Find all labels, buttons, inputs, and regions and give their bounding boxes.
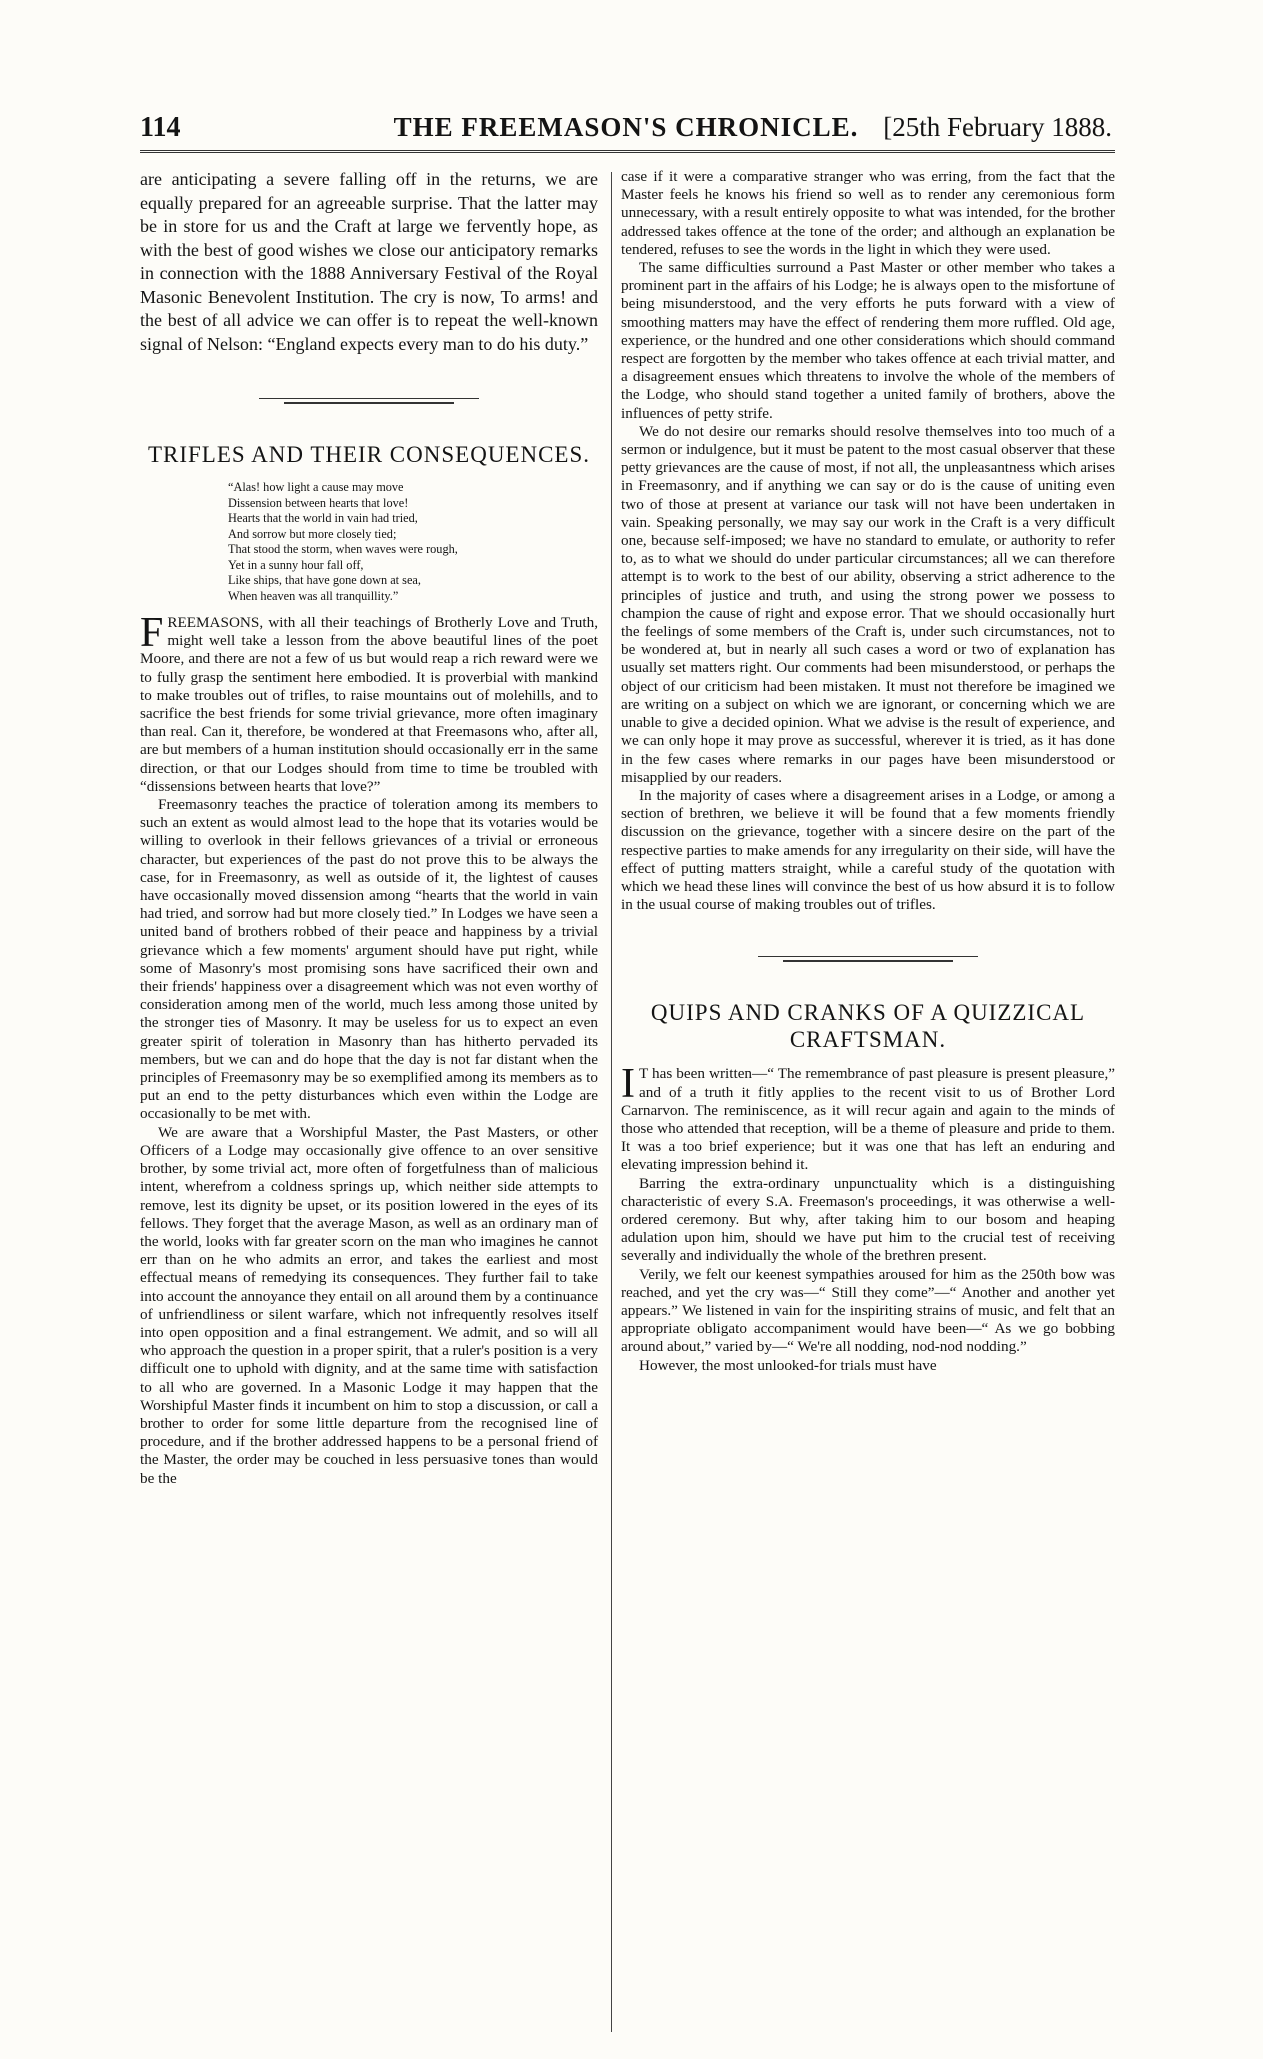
article-paragraph: In the majority of cases where a disagreement arises in a Lodge, or among a section of brethren, we believe it will be found that a few moments friendly discussion on the grievance, together with a sincere desire on the part of the respective parties to make amends for any irregularity on their side, will have the effect of putting matters straight, while a careful study of the quotation with which we head these lines will convince the best of us how absurd it is to follow in the usual course of making troubles out of trifles. — [621, 786, 1115, 914]
intro-paragraph: are anticipating a severe falling off in the returns, we are equally prepared for an agreeable surprise. That the latter may be in store for us and the Craft at large we fervently hope, as with the best of good wishes we close our anticipatory remarks in connection with the 1888 Anniversary Festival of the Royal Masonic Benevolent Institution. The cry is now, To arms! and the best of all advice we can offer is to repeat the well-known signal of Nelson: “England expects every man to do his duty.” — [140, 169, 598, 354]
article-paragraph: Barring the extra-ordinary unpunctuality which is a distinguishing characteristic of every S.A. Freemason's proceedings, it was otherwise a well-ordered ceremony. But why, after taking him to our bosom and heaping adulation upon him, should we have put him to the crucial test of receiving severally and individually the whole of the brethren present. — [621, 1174, 1115, 1265]
article-paragraph: The same difficulties surround a Past Master or other member who takes a prominent part in the affairs of his Lodge; he is always open to the misfortune of being misunderstood, and the very efforts he puts forward with a view of smoothing matters may have the effect of rendering them more ruffled. Old age, experience, or the hundred and one other considerations which should command respect are forgotten by the member who takes offence at each trivial matter, and a disagreement ensues which threatens to involve the whole of the members of the Lodge, who should stand together a united family of brothers, above the influences of petty strife. — [621, 259, 1115, 422]
poem-line: Like ships, that have gone down at sea, — [228, 573, 421, 587]
poem-line: And sorrow but more closely tied; — [228, 526, 397, 541]
epigraph-poem — [228, 480, 598, 604]
article-paragraph: We are aware that a Worshipful Master, the Past Masters, or other Officers of a Lodge may occasionally give offence to an over sensitive brother, by some trivial act, more often of forgetfulness than of malicious intent, wherefrom a coldness springs up, which neither side attempts to remove, lest its dignity be upset, or its position lowered in the eyes of its fellows. They forget that the average Mason, as well as an ordinary man of the world, looks with far greater scorn on the man who imagines he cannot err than on he who admits an error, and takes the earliest and most effectual means of remedying its consequences. They further fail to take into account the annoyance they entail on all around them by a continuance of unfriendliness or silent warfare, which not infrequently resolves itself into open opposition and a final estrangement. We admit, and so will all who approach the question in a proper spirit, that a ruler's position is a very difficult one to uphold with dignity, and at the same time with satisfaction to all who are governed. In a Masonic Lodge it may happen that the Worshipful Master finds it incumbent on him to stop a discussion, or call a brother to order for some little departure from the recognised line of procedure, and if the brother addressed happens to be a personal friend of the Master, the order may be couched in less persuasive tones than would be the — [140, 1123, 598, 1487]
article-heading-quips: QUIPS AND CRANKS OF A QUIZZICAL CRAFTSMAN. — [650, 1000, 1086, 1053]
poem-line: Hearts that the world in vain had tried, — [228, 511, 418, 525]
article-paragraph: However, the most unlooked-for trials must have — [639, 1356, 937, 1374]
article-paragraph: We do not desire our remarks should resolve themselves into too much of a sermon or indulgence, but it must be patent to the most casual observer that these petty grievances are the cause of most, if not all, the unpleasantness which arises in Freemasonry, and if anything we can say or do is the cause of uniting even two of those at present at variance our task will not have been undertaken in vain. Speaking personally, we may say our work in the Craft is a very difficult one, because self-imposed; we have no standard to emulate, or authority to refer to, as to what we should do under particular circumstances; all we can therefore attempt is to work to the best of our ability, observing a strict adherence to the principles of justice and truth, and using the strong power we possess to champion the cause of right and expose error. That we should occasionally hurt the feelings of some members of the Craft is, under such circumstances, not to be wondered at, but in nearly all such cases a word or two of explanation has usually set matters right. Our comments had been misunderstood, or perhaps the object of our criticism had been mistaken. It must not therefore be imagined we are writing on a subject on which we are ignorant, or concerning which we are unable to give a decided opinion. What we advise is the result of experience, and we can only hope it may prove as successful, wherever it is tried, as it has done in the few cases where remarks in our pages have been misunderstood or misapplied by our readers. — [621, 422, 1115, 786]
poem-line: That stood the storm, when waves were rough, — [228, 542, 458, 556]
drop-cap: F — [140, 610, 164, 656]
page-header — [140, 112, 1112, 148]
article-paragraph: I T has been written—“ The remembrance of past pleasure is present pleasure,” and of a truth it fitly applies to the recent visit to us of Brother Lord Carnarvon. The reminiscence, as it will recur again and again to the minds of those who attended that reception, will be a theme of pleasure and pride to them. It was a too brief experience; but it was one that has left an enduring and elevating impression behind it. — [621, 1061, 1115, 1174]
poem-line: “Alas! how light a cause may move — [228, 480, 404, 494]
article-paragraph: FREEMASONS, with all their teachings of Brotherly Love and Truth, might well take a lesson from the above beautiful lines of the poet Moore, and there are not a few of us but would reap a rich reward were we to fully grasp the sentiment here embodied. It is proverbial with mankind to make troubles out of trifles, to raise mountains out of molehills, and to sacrifice the best friends for some trivial grievance, more often imaginary than real. Can it, therefore, be wondered at that Freemasons who, after all, are but members of a human institution should occasionally err in the same direction, or that our Lodges should from time to time be troubled with “dissensions between hearts that love?” — [140, 610, 598, 795]
section-ornament-rule — [259, 396, 479, 407]
left-column — [140, 168, 598, 1488]
article-paragraph: case if it were a comparative stranger who was erring, from the fact that the Master feels he knows his friend so well as to render any ceremonious form unnecessary, with a result entirely opposite to what was intended, for the brother addressed takes offence at the tone of the order; and although an explanation be tendered, refuses to see the words in the light in which they were used. — [621, 168, 1115, 258]
article-heading-trifles: TRIFLES AND THEIR CONSEQUENCES. — [147, 442, 591, 467]
column-divider — [611, 172, 612, 2032]
drop-cap: I — [621, 1061, 635, 1108]
poem-line: Dissension between hearts that love! — [228, 495, 409, 510]
poem-line: When heaven was all tranquillity.” — [228, 588, 399, 603]
article-paragraph: Freemasonry teaches the practice of toleration among its members to such an extent as would almost lead to the hope that its votaries would be willing to overlook in their fellows grievances of a trivial or erroneous character, but experiences of the past do not prove this to be always the case, for in Freemasonry, as well as outside of it, the lightest of causes have occasionally moved dissension among “hearts that the world in vain had tried, and sorrow had but more closely tied.” In Lodges we have seen a united band of brothers robbed of their peace and happiness by a trivial grievance which a few moments' argument should have put right, while some of Masonry's most promising sons have sacrificed their own and their friends' happiness over a disagreement which was not even worthy of consideration among men of the world, much less among those united by the stronger ties of Masonry. It may be useless for us to expect an even greater spirit of toleration in Masonry than has hitherto pervaded its members, but we can and do hope that the day is not far distant when the principles of Freemasonry may be so exemplified among its members as to put an end to the petty disturbances which even within the Lodge are occasionally to be met with. — [140, 796, 598, 1123]
article-paragraph: Verily, we felt our keenest sympathies aroused for him as the 250th bow was reached, and yet the cry was—“ Still they come”—“ Another and another yet appears.” We listened in vain for the inspiriting strains of music, and felt that an appropriate obligato accompaniment would have been—“ As we go bobbing around about,” varied by—“ We're all nodding, nod-nod nodding.” — [621, 1265, 1115, 1356]
publication-title: THE FREEMASON'S CHRONICLE. — [393, 112, 859, 142]
page-number: 114 — [140, 112, 181, 143]
header-rule — [140, 150, 1115, 153]
issue-date: [25th February 1888. — [883, 112, 1112, 142]
poem-line: Yet in a sunny hour fall off, — [228, 557, 364, 572]
section-ornament-rule — [758, 954, 978, 965]
right-column — [621, 168, 1115, 1375]
